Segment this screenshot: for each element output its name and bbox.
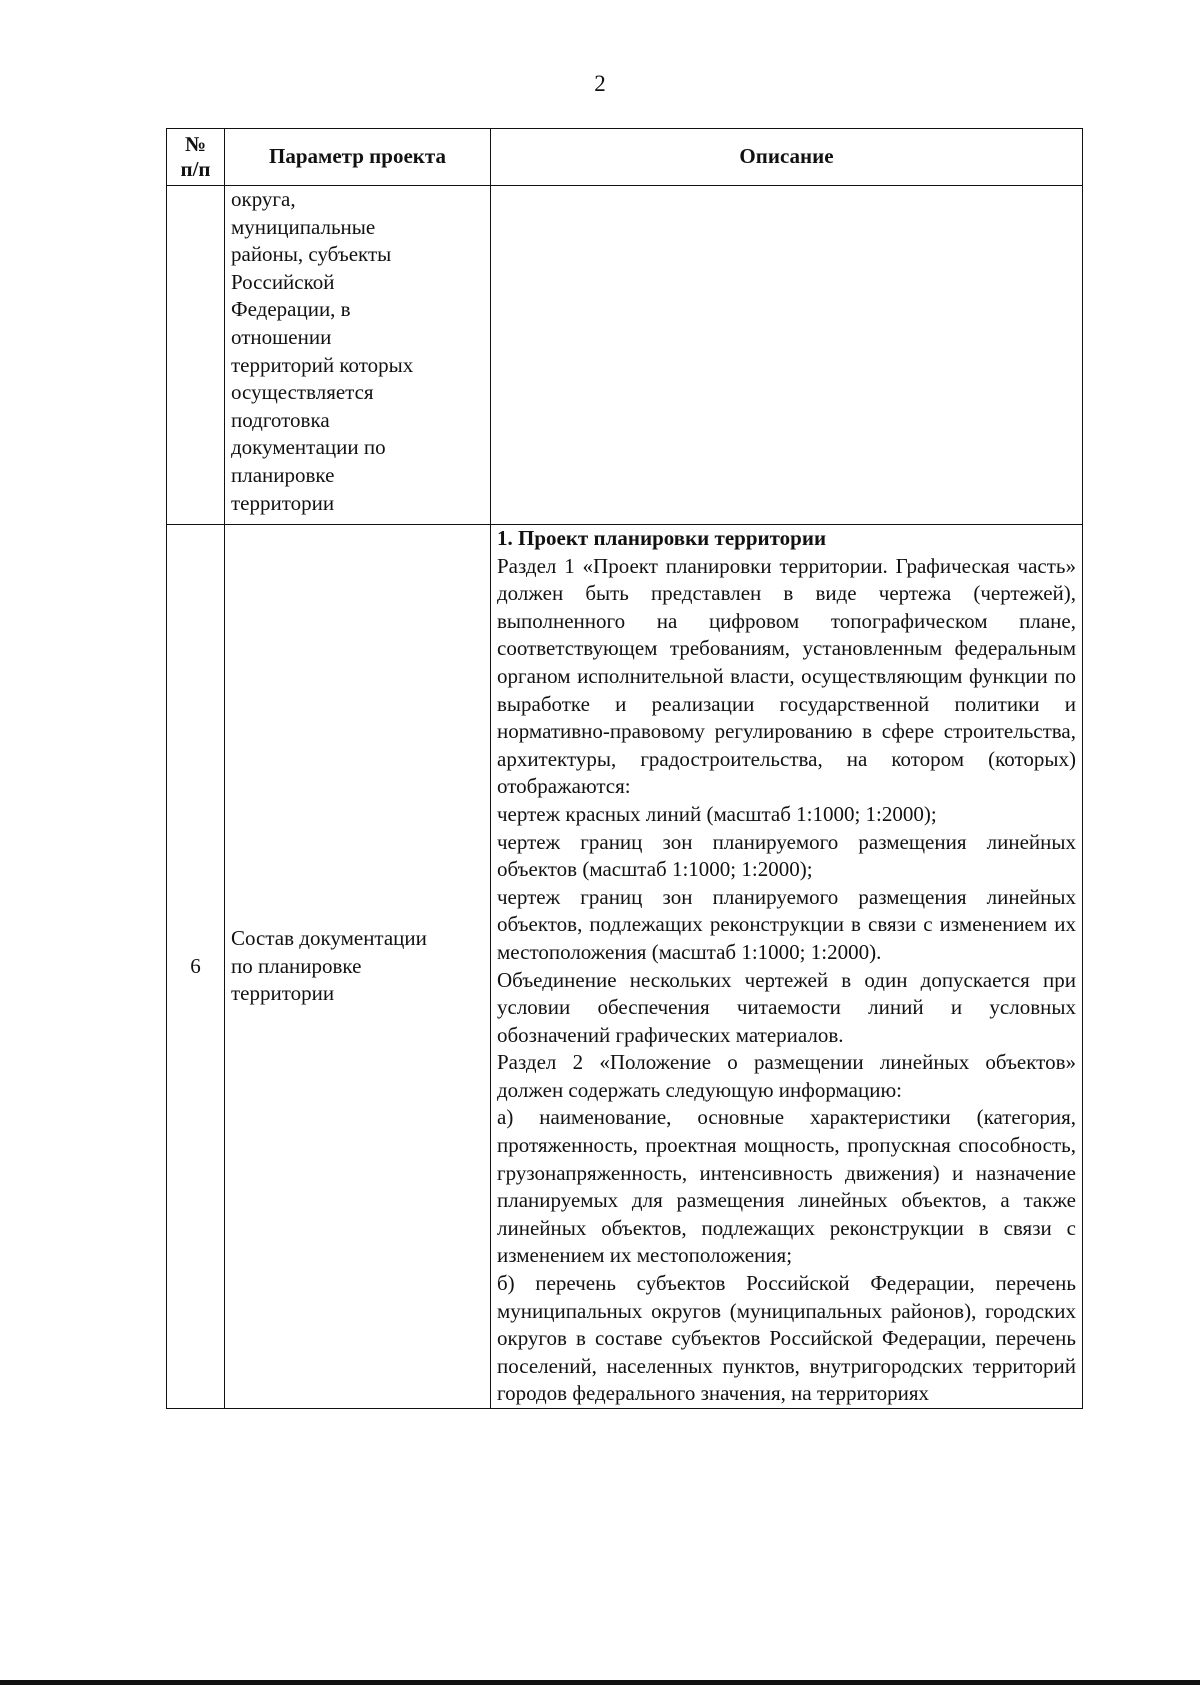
description-paragraph: Раздел 2 «Положение о размещении линейных объектов» должен содержать следующую информацию: bbox=[497, 1050, 1076, 1102]
param-line: территории bbox=[231, 981, 335, 1006]
cell-description bbox=[491, 525, 1083, 1409]
param-line: осуществляется bbox=[231, 380, 374, 405]
param-line: по планировке bbox=[231, 953, 362, 978]
cell-parameter bbox=[225, 525, 491, 1409]
param-line: Состав документации bbox=[231, 926, 427, 951]
param-line: Федерации, в bbox=[231, 297, 351, 322]
description-paragraph: чертеж границ зон планируемого размещения линейных объектов (масштаб 1:1000; 1:2000); bbox=[497, 829, 1076, 882]
header-number bbox=[167, 129, 225, 186]
header-description: Описание bbox=[491, 129, 1083, 186]
param-line: планировке bbox=[231, 462, 335, 487]
header-parameter: Параметр проекта bbox=[225, 129, 491, 186]
param-line: документации по bbox=[231, 435, 386, 460]
description-paragraph: Раздел 1 «Проект планировки территории. Графическая часть» должен быть представлен в виде чертежа (чертежей), выполненного на цифровом топографическом плане, соответствующем требованиям, установленным федеральным органом исполнительной власти, осуществляющим функции по выработке и реализации государственной политики и нормативно-правовому регулированию в сфере строительства, архитектуры, градостроительства, на котором (которых) отображаются: bbox=[497, 553, 1076, 799]
cell-parameter-continuation bbox=[225, 186, 491, 525]
cell-description-empty bbox=[491, 186, 1083, 525]
page-number: 2 bbox=[594, 71, 606, 96]
param-line: отношении bbox=[231, 324, 332, 349]
param-line: муниципальные bbox=[231, 214, 376, 239]
param-line: подготовка bbox=[231, 407, 330, 432]
table-header-row bbox=[167, 129, 1083, 186]
param-line: территории bbox=[231, 490, 335, 515]
section-heading: 1. Проект планировки территории bbox=[497, 526, 827, 550]
header-number-line2: п/п bbox=[180, 157, 211, 181]
param-line: районы, субъекты bbox=[231, 242, 392, 267]
project-parameters-table bbox=[166, 128, 1083, 1409]
description-paragraph: а) наименование, основные характеристики (категория, протяженность, проектная мощность, пропускная способность, грузонапряженность, интенсивность движения) и назначение планируемых для размещения линейных объектов, а также линейных объектов, подлежащих реконструкции в связи с изменением их местоположения; bbox=[497, 1105, 1076, 1268]
description-paragraph: чертеж границ зон планируемого размещения линейных объектов, подлежащих реконструкции в связи с изменением их местоположения (масштаб 1:1000; 1:2000). bbox=[497, 884, 1076, 964]
param-line: Российской bbox=[231, 269, 335, 294]
table-row-6 bbox=[167, 525, 1083, 1409]
description-paragraph: чертеж красных линий (масштаб 1:1000; 1:2000); bbox=[497, 801, 937, 826]
page-bottom-edge bbox=[0, 1680, 1200, 1685]
param-line: территорий которых bbox=[231, 352, 414, 377]
cell-number: 6 bbox=[167, 525, 225, 1409]
cell-number-empty bbox=[167, 186, 225, 525]
table-row-continuation bbox=[167, 186, 1083, 525]
header-number-line1: № bbox=[184, 132, 207, 156]
description-paragraph: б) перечень субъектов Российской Федерации, перечень муниципальных округов (муниципальных районов), городских округов в составе субъектов Российской Федерации, перечень поселений, населенных пунктов, внутригородских территорий городов федерального значения, на территориях bbox=[497, 1271, 1076, 1406]
description-paragraph: Объединение нескольких чертежей в один допускается при условии обеспечения читаемости линий и условных обозначений графических материалов. bbox=[497, 967, 1076, 1047]
param-line: округа, bbox=[231, 187, 296, 211]
